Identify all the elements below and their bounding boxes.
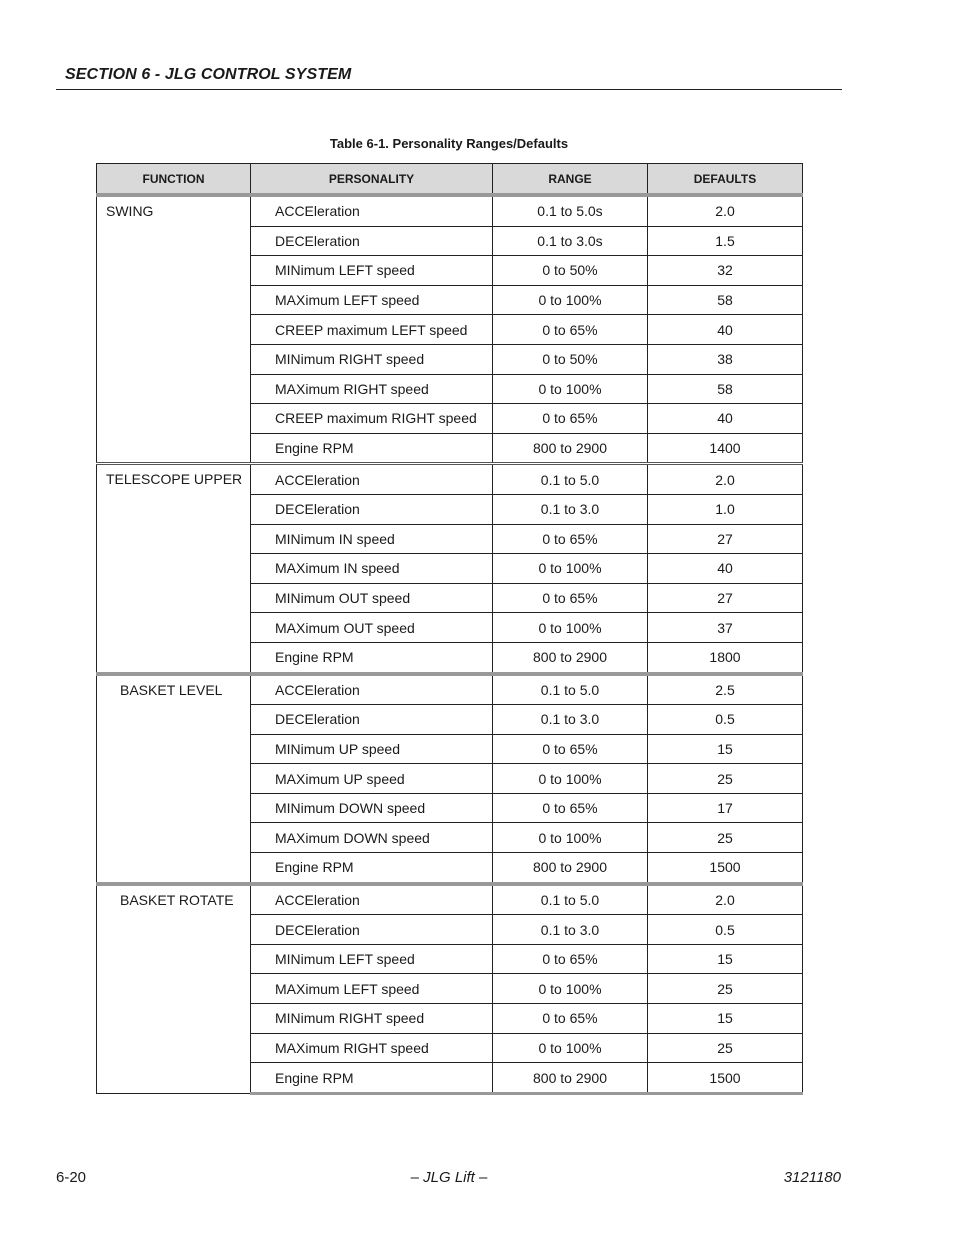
personality-cell: MINimum RIGHT speed [251, 344, 493, 374]
range-cell: 0 to 100% [493, 374, 648, 404]
personality-cell: MAXimum UP speed [251, 764, 493, 794]
default-cell: 40 [648, 554, 803, 584]
range-cell: 0.1 to 5.0 [493, 884, 648, 915]
footer-center-text: – JLG Lift – [410, 1169, 488, 1186]
personality-cell: MINimum LEFT speed [251, 944, 493, 974]
personality-cell: CREEP maximum RIGHT speed [251, 404, 493, 434]
personality-cell: MAXimum OUT speed [251, 613, 493, 643]
table-row [97, 884, 803, 915]
personality-cell: ACCEleration [251, 884, 493, 915]
personality-cell: ACCEleration [251, 674, 493, 705]
personality-cell: DECEleration [251, 915, 493, 945]
range-cell: 0.1 to 3.0s [493, 226, 648, 256]
default-cell: 1500 [648, 1063, 803, 1094]
default-cell: 0.5 [648, 915, 803, 945]
default-cell: 1800 [648, 642, 803, 673]
personality-cell: DECEleration [251, 494, 493, 524]
default-cell: 1.5 [648, 226, 803, 256]
function-cell: TELESCOPE UPPER [97, 464, 251, 674]
function-cell: SWING [97, 195, 251, 464]
default-cell: 27 [648, 583, 803, 613]
personality-cell: MINimum OUT speed [251, 583, 493, 613]
default-cell: 37 [648, 613, 803, 643]
table-caption: Table 6-1. Personality Ranges/Defaults [329, 136, 569, 151]
range-cell: 0.1 to 3.0 [493, 705, 648, 735]
default-cell: 0.5 [648, 705, 803, 735]
personality-cell: DECEleration [251, 705, 493, 735]
column-header-range: RANGE [493, 164, 648, 196]
default-cell: 25 [648, 974, 803, 1004]
default-cell: 58 [648, 285, 803, 315]
table-row [97, 464, 803, 495]
default-cell: 38 [648, 344, 803, 374]
default-cell: 25 [648, 1033, 803, 1063]
personality-cell: MINimum DOWN speed [251, 793, 493, 823]
default-cell: 40 [648, 404, 803, 434]
range-cell: 800 to 2900 [493, 1063, 648, 1094]
range-cell: 0 to 65% [493, 1004, 648, 1034]
range-cell: 0 to 100% [493, 613, 648, 643]
personality-table [96, 163, 803, 1095]
table-row [97, 674, 803, 705]
default-cell: 1500 [648, 853, 803, 884]
range-cell: 0 to 100% [493, 554, 648, 584]
personality-cell: DECEleration [251, 226, 493, 256]
default-cell: 25 [648, 764, 803, 794]
personality-cell: MAXimum DOWN speed [251, 823, 493, 853]
personality-cell: MINimum RIGHT speed [251, 1004, 493, 1034]
range-cell: 0 to 50% [493, 344, 648, 374]
range-cell: 0.1 to 5.0 [493, 464, 648, 495]
range-cell: 0 to 100% [493, 823, 648, 853]
personality-cell: MAXimum IN speed [251, 554, 493, 584]
default-cell: 25 [648, 823, 803, 853]
range-cell: 0 to 50% [493, 256, 648, 286]
personality-cell: ACCEleration [251, 195, 493, 226]
default-cell: 15 [648, 734, 803, 764]
range-cell: 0 to 65% [493, 793, 648, 823]
function-cell: BASKET ROTATE [97, 884, 251, 1094]
personality-cell: MINimum UP speed [251, 734, 493, 764]
column-header-personality: PERSONALITY [251, 164, 493, 196]
default-cell: 1.0 [648, 494, 803, 524]
default-cell: 15 [648, 1004, 803, 1034]
default-cell: 40 [648, 315, 803, 345]
function-cell: BASKET LEVEL [97, 674, 251, 884]
default-cell: 2.0 [648, 195, 803, 226]
range-cell: 0.1 to 3.0 [493, 494, 648, 524]
range-cell: 0 to 65% [493, 524, 648, 554]
range-cell: 0 to 65% [493, 734, 648, 764]
section-header [56, 63, 842, 90]
range-cell: 0 to 100% [493, 285, 648, 315]
default-cell: 2.0 [648, 884, 803, 915]
personality-cell: CREEP maximum LEFT speed [251, 315, 493, 345]
default-cell: 32 [648, 256, 803, 286]
page-number: 6-20 [56, 1169, 87, 1186]
range-cell: 800 to 2900 [493, 853, 648, 884]
range-cell: 0.1 to 5.0s [493, 195, 648, 226]
personality-cell: MINimum LEFT speed [251, 256, 493, 286]
table-body [97, 195, 803, 1093]
default-cell: 2.0 [648, 464, 803, 495]
default-cell: 58 [648, 374, 803, 404]
default-cell: 15 [648, 944, 803, 974]
default-cell: 27 [648, 524, 803, 554]
range-cell: 0 to 100% [493, 974, 648, 1004]
personality-cell: Engine RPM [251, 642, 493, 673]
range-cell: 0 to 65% [493, 404, 648, 434]
column-header-defaults: DEFAULTS [648, 164, 803, 196]
personality-cell: ACCEleration [251, 464, 493, 495]
default-cell: 17 [648, 793, 803, 823]
column-header-function: FUNCTION [97, 164, 251, 196]
personality-cell: MAXimum RIGHT speed [251, 374, 493, 404]
range-cell: 800 to 2900 [493, 433, 648, 464]
table-row [97, 195, 803, 226]
default-cell: 1400 [648, 433, 803, 464]
range-cell: 800 to 2900 [493, 642, 648, 673]
table-header-row [97, 164, 803, 196]
personality-cell: Engine RPM [251, 1063, 493, 1094]
personality-cell: Engine RPM [251, 433, 493, 464]
section-title: SECTION 6 - JLG CONTROL SYSTEM [65, 66, 352, 83]
default-cell: 2.5 [648, 674, 803, 705]
personality-cell: MINimum IN speed [251, 524, 493, 554]
range-cell: 0.1 to 3.0 [493, 915, 648, 945]
personality-cell: MAXimum RIGHT speed [251, 1033, 493, 1063]
personality-cell: MAXimum LEFT speed [251, 285, 493, 315]
range-cell: 0.1 to 5.0 [493, 674, 648, 705]
personality-cell: Engine RPM [251, 853, 493, 884]
range-cell: 0 to 100% [493, 1033, 648, 1063]
range-cell: 0 to 100% [493, 764, 648, 794]
personality-cell: MAXimum LEFT speed [251, 974, 493, 1004]
range-cell: 0 to 65% [493, 583, 648, 613]
document-number: 3121180 [783, 1169, 841, 1186]
range-cell: 0 to 65% [493, 315, 648, 345]
range-cell: 0 to 65% [493, 944, 648, 974]
